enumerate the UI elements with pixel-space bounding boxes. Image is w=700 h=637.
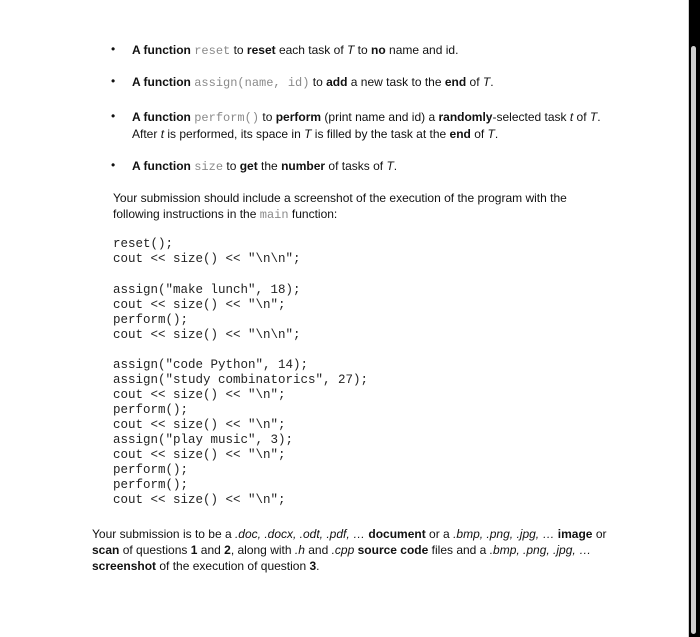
code-block-3: assign("code Python", 14); assign("study combinatorics", 27); cout << size() << "\n"; perform(); cout << size() << "\n"; assign("play music", 3); cout << size() << "\n"; perform(); perform(); cout << size() << "\n"; — [113, 358, 369, 507]
submission-requirements: Your submission is to be a .doc, .docx, .odt, .pdf, … document or a .bmp, .png, .jpg, … image or scan of questions 1 and 2, along with .h and .cpp source code files and a .bmp, .png, .jpg, … screenshot of the execution of question 3. — [92, 527, 607, 573]
bullet-marker: • — [111, 109, 116, 123]
scrollbar-thumb[interactable] — [691, 46, 696, 634]
code-block-2: assign("make lunch", 18); cout << size() << "\n"; perform(); cout << size() << "\n\n"; — [113, 283, 301, 342]
code-block-1: reset(); cout << size() << "\n\n"; — [113, 237, 301, 266]
bullet-marker: • — [111, 42, 116, 56]
bullet-item-perform: A function perform() to perform (print name and id) a randomly-selected task t of T. After t is performed, its space in T is filled by the task at the end of T. — [132, 110, 601, 141]
bullet-marker: • — [111, 74, 116, 88]
bullet-marker: • — [111, 158, 116, 172]
submission-intro: Your submission should include a screenshot of the execution of the program with the following instructions in the main function: — [113, 191, 567, 222]
bullet-item-assign: A function assign(name, id) to add a new task to the end of T. — [132, 75, 494, 90]
bullet-item-reset: A function reset to reset each task of T to no name and id. — [132, 43, 459, 58]
bullet-item-size: A function size to get the number of tasks of T. — [132, 159, 398, 174]
